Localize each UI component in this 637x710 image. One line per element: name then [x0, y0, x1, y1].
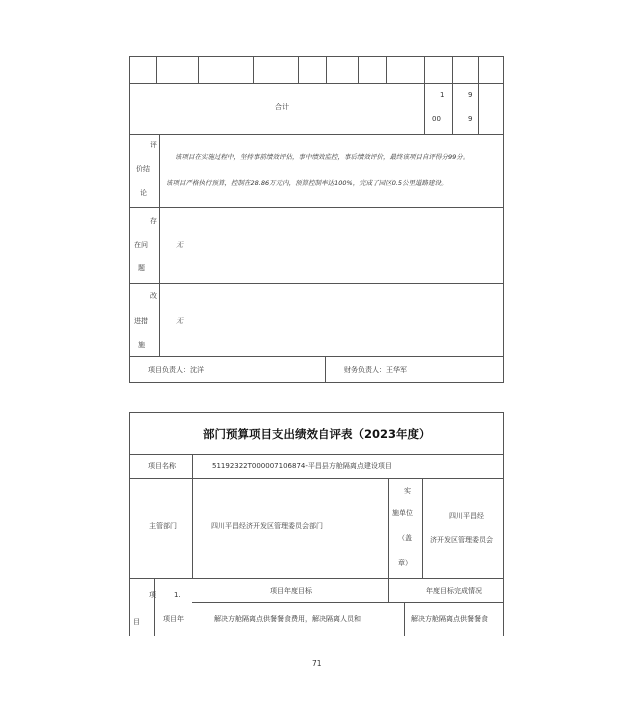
dept-label: 主管部门: [149, 522, 177, 530]
impl-unit-left-divider: [388, 478, 389, 602]
goal-row-label: 项目年: [163, 615, 184, 623]
page-number: 71: [312, 659, 322, 668]
project-name-divider: [192, 454, 193, 578]
annual-goal-header: 项目年度目标: [270, 587, 312, 595]
evaluation-text-line-2: 该项目严格执行预算，控制在28.86万元内，预算控制率达100%，完成了园区0.5公里道路建设。: [166, 179, 448, 187]
table-1: [129, 56, 504, 383]
completion-header: 年度目标完成情况: [426, 587, 482, 595]
table-2-title: 部门预算项目支出绩效自评表（2023年度）: [203, 427, 431, 441]
total-score-b-line1: 9: [468, 91, 473, 99]
header-divider: [386, 56, 387, 83]
total-score-a-line1: 1: [440, 91, 445, 99]
evaluation-text-line-1: 该项目在实施过程中，坚持事前绩效评估，事中绩效监控，事后绩效评价，最终该项目自评得分99分。: [175, 153, 470, 161]
goal-no: 1.: [174, 591, 181, 599]
goal-section-label-2: 目: [133, 618, 140, 626]
header-divider: [424, 56, 425, 83]
header-divider: [452, 56, 453, 83]
completion-col-divider: [404, 602, 405, 636]
total-divider: [478, 83, 479, 134]
header-divider: [478, 56, 479, 83]
impl-unit-value-2: 济开发区管理委员会: [430, 536, 493, 544]
evaluation-label-3: 论: [140, 189, 147, 197]
total-divider: [452, 83, 453, 134]
goals-header-bottom: [192, 602, 504, 603]
impl-unit-label-3: （盖: [398, 534, 412, 542]
dept-value: 四川平昌经济开发区管理委员会部门: [211, 522, 323, 530]
header-divider: [326, 56, 327, 83]
impl-unit-label-1: 实: [404, 487, 411, 495]
header-divider: [298, 56, 299, 83]
evaluation-label-2: 价结: [136, 165, 150, 173]
project-name-value: 51192322T000007106874-平昌县方舱隔离点建设项目: [212, 462, 392, 470]
improvements-label-3: 施: [138, 341, 145, 349]
improvements-row-bottom: [129, 356, 504, 357]
impl-unit-right-divider: [422, 478, 423, 578]
issues-row-bottom: [129, 283, 504, 284]
issues-label-1: 存: [150, 217, 157, 225]
impl-unit-label-2: 施单位: [392, 509, 413, 517]
total-label: 合计: [275, 103, 289, 111]
evaluation-label-1: 评: [150, 141, 157, 149]
goals-section-divider: [154, 578, 155, 636]
completion-value: 解决方舱隔离点供餐餐食: [411, 615, 488, 623]
improvements-value: 无: [176, 317, 183, 325]
issues-label-2: 在问: [134, 241, 148, 249]
header-divider: [198, 56, 199, 83]
goal-section-label-1: 项: [149, 591, 156, 599]
improvements-label-1: 改: [150, 292, 157, 300]
header-divider: [358, 56, 359, 83]
header-divider: [156, 56, 157, 83]
issues-label-3: 题: [138, 264, 145, 272]
evaluation-row-bottom: [129, 207, 504, 208]
title-row-bottom: [129, 454, 504, 455]
improvements-label-2: 进措: [134, 317, 148, 325]
header-divider: [253, 56, 254, 83]
annual-goal-value: 解决方舱隔离点供餐餐食费用，解决隔离人员和: [214, 615, 361, 623]
issues-value: 无: [176, 241, 183, 249]
total-divider: [424, 83, 425, 134]
footer-divider: [325, 356, 326, 383]
table-1-header-row-bottom: [129, 83, 504, 84]
dept-row-bottom: [129, 578, 504, 579]
finance-lead: 财务负责人：王华军: [344, 366, 407, 374]
project-name-row-bottom: [129, 478, 504, 479]
total-score-b-line2: 9: [468, 115, 473, 123]
impl-unit-value-1: 四川平昌经: [449, 512, 484, 520]
impl-unit-label-4: 章）: [398, 559, 412, 567]
total-score-a-line2: 00: [432, 115, 441, 123]
label-column-divider: [159, 134, 160, 356]
project-name-label: 项目名称: [148, 462, 176, 470]
total-row-bottom: [129, 134, 504, 135]
project-lead: 项目负责人：沈洋: [148, 366, 204, 374]
